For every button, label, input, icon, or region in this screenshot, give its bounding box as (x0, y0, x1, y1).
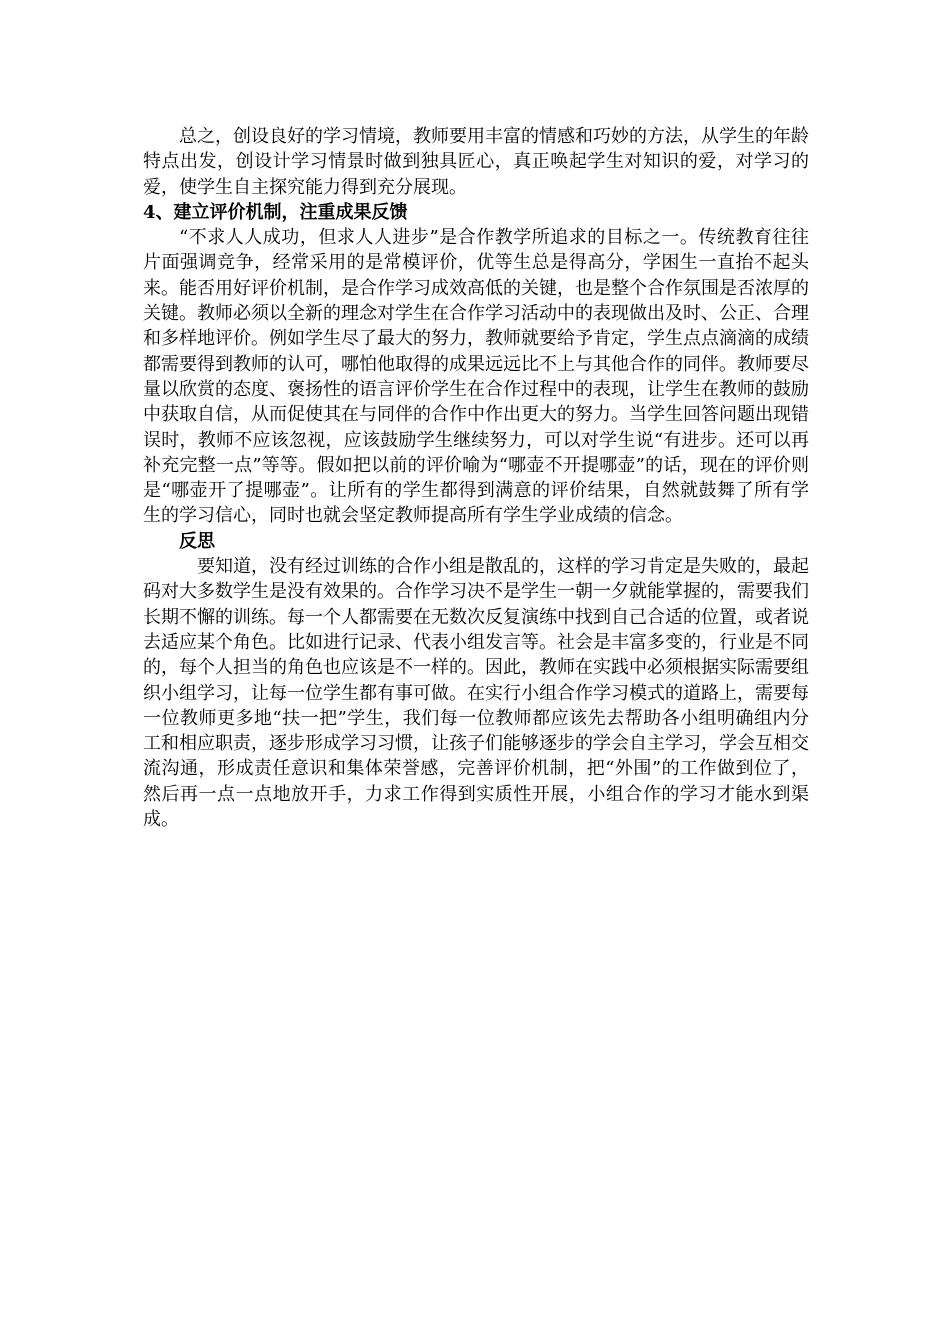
section-heading-reflection: 反思 (179, 530, 215, 552)
paragraph-reflection: 要知道，没有经过训练的合作小组是散乱的，这样的学习肯定是失败的，最起码对大多数学生是没有效果的。合作学习决不是学生一朝一夕就能掌握的，需要我们长期不懈的训练。每一个人都需要在无数次反复演练中找到自己合适的位置，或者说去适应某个角色。比如进行记录、代表小组发言等。社会是丰富多变的，行业是不同的，每个人担当的角色也应该是不一样的。因此，教师在实践中必须根据实际需要组织小组学习，让每一位学生都有事可做。在实行小组合作学习模式的道路上，需要每一位教师更多地“扶一把”学生，我们每一位教师都应该先去帮助各小组明确组内分工和相应职责，逐步形成学习习惯，让孩子们能够逐步的学会自主学习，学会互相交流沟通，形成责任意识和集体荣誉感，完善评价机制，把“外围”的工作做到位了，然后再一点一点地放开手，力求工作得到实质性开展，小组合作的学习才能水到渠成。 (143, 556, 809, 831)
paragraph-conclusion: 总之，创设良好的学习情境，教师要用丰富的情感和巧妙的方法，从学生的年龄特点出发，创设计学习情景时做到独具匠心，真正唤起学生对知识的爱，对学习的爱，使学生自主探究能力得到充分展现。 (143, 126, 809, 198)
paragraph-evaluation: “不求人人成功，但求人人进步”是合作教学所追求的目标之一。传统教育往往片面强调竞争，经常采用的是常模评价，优等生总是得高分，学困生一直抬不起头来。能否用好评价机制，是合作学习成效高低的关键，也是整个合作氛围是否浓厚的关键。教师必须以全新的理念对学生在合作学习活动中的表现做出及时、公正、合理和多样地评价。例如学生尽了最大的努力，教师就要给予肯定，学生点点滴滴的成绩都需要得到教师的认可，哪怕他取得的成果远远比不上与其他合作的同伴。教师要尽量以欣赏的态度、褒扬性的语言评价学生在合作过程中的表现，让学生在教师的鼓励中获取自信，从而促使其在与同伴的合作中作出更大的努力。当学生回答问题出现错误时，教师不应该忽视，应该鼓励学生继续努力，可以对学生说“有进步。还可以再补充完整一点”等等。假如把以前的评价喻为“哪壶不开提哪壶”的话，现在的评价则是“哪壶开了提哪壶”。让所有的学生都得到满意的评价结果，自然就鼓舞了所有学生的学习信心，同时也就会坚定教师提高所有学生学业成绩的信念。 (143, 227, 809, 527)
document-body (143, 124, 809, 832)
section-heading-evaluation: 4、建立评价机制，注重成果反馈 (143, 201, 408, 223)
